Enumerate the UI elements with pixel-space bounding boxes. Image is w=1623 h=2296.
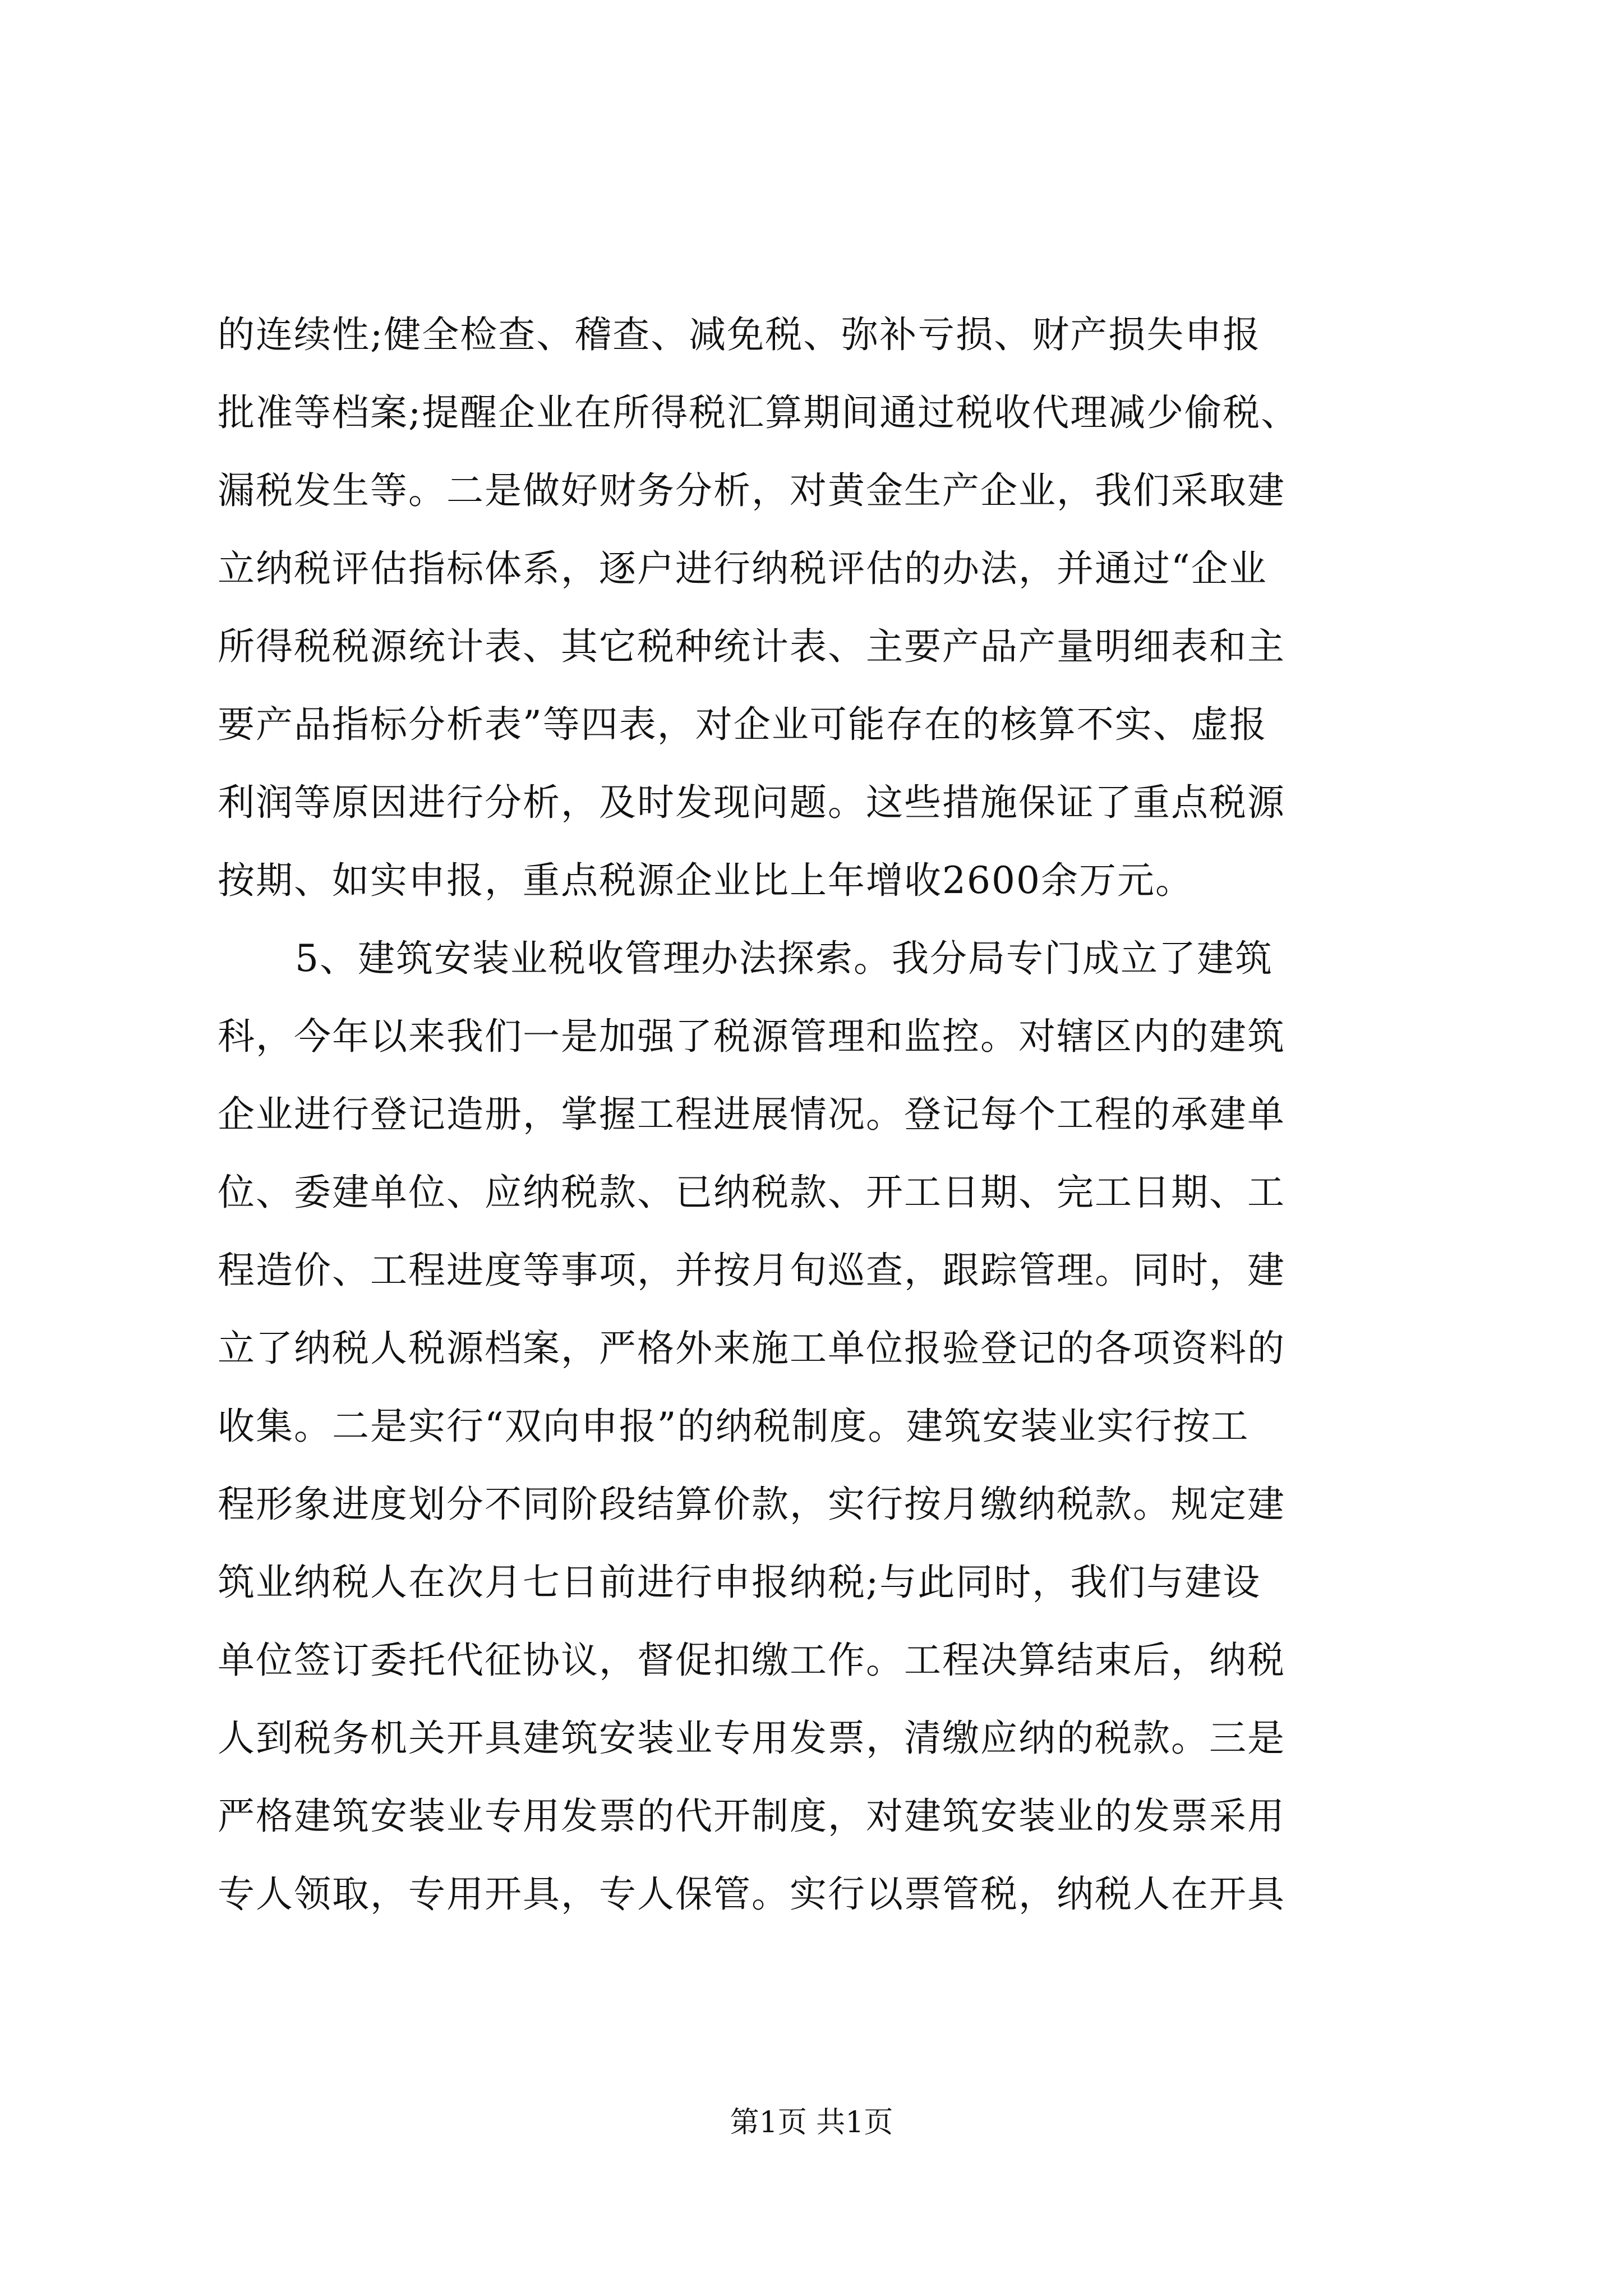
body-text-line: 科，今年以来我们一是加强了税源管理和监控。对辖区内的建筑 — [218, 1015, 1285, 1058]
body-text-line: 要产品指标分析表”等四表，对企业可能存在的核算不实、虚报 — [218, 703, 1267, 746]
body-text-line: 立了纳税人税源档案，严格外来施工单位报验登记的各项资料的 — [218, 1327, 1285, 1370]
body-text-line: 企业进行登记造册，掌握工程进展情况。登记每个工程的承建单 — [218, 1093, 1285, 1136]
body-text-line: 利润等原因进行分析，及时发现问题。这些措施保证了重点税源 — [218, 781, 1285, 824]
body-text-line: 程造价、工程进度等事项，并按月旬巡查，跟踪管理。同时，建 — [218, 1249, 1285, 1292]
body-text-line: 漏税发生等。二是做好财务分析，对黄金生产企业，我们采取建 — [218, 469, 1285, 512]
paragraph-start-line: 5、建筑安装业税收管理办法探索。我分局专门成立了建筑 — [295, 937, 1273, 980]
body-text-line: 人到税务机关开具建筑安装业专用发票，清缴应纳的税款。三是 — [218, 1717, 1285, 1760]
body-text-line: 筑业纳税人在次月七日前进行申报纳税;与此同时，我们与建设 — [218, 1561, 1261, 1604]
body-text-line: 的连续性;健全检查、稽查、减免税、弥补亏损、财产损失申报 — [218, 313, 1261, 356]
body-text-line: 专人领取，专用开具，专人保管。实行以票管税，纳税人在开具 — [218, 1872, 1285, 1916]
body-text-line: 位、委建单位、应纳税款、已纳税款、开工日期、完工日期、工 — [218, 1171, 1285, 1214]
page-footer: 第1页 共1页 — [730, 2106, 893, 2139]
body-text-line: 批准等档案;提醒企业在所得税汇算期间通过税收代理减少偷税、 — [218, 391, 1299, 434]
body-text-line: 严格建筑安装业专用发票的代开制度，对建筑安装业的发票采用 — [218, 1795, 1285, 1838]
body-text-line: 立纳税评估指标体系，逐户进行纳税评估的办法，并通过“企业 — [218, 547, 1267, 590]
body-text-line: 单位签订委托代征协议，督促扣缴工作。工程决算结束后，纳税 — [218, 1639, 1285, 1682]
body-text-line: 收集。二是实行“双向申报”的纳税制度。建筑安装业实行按工 — [218, 1405, 1249, 1448]
body-text-line: 程形象进度划分不同阶段结算价款，实行按月缴纳税款。规定建 — [218, 1483, 1285, 1526]
body-text-line: 所得税税源统计表、其它税种统计表、主要产品产量明细表和主 — [218, 625, 1285, 668]
body-text-line: 按期、如实申报，重点税源企业比上年增收2600余万元。 — [218, 859, 1193, 902]
